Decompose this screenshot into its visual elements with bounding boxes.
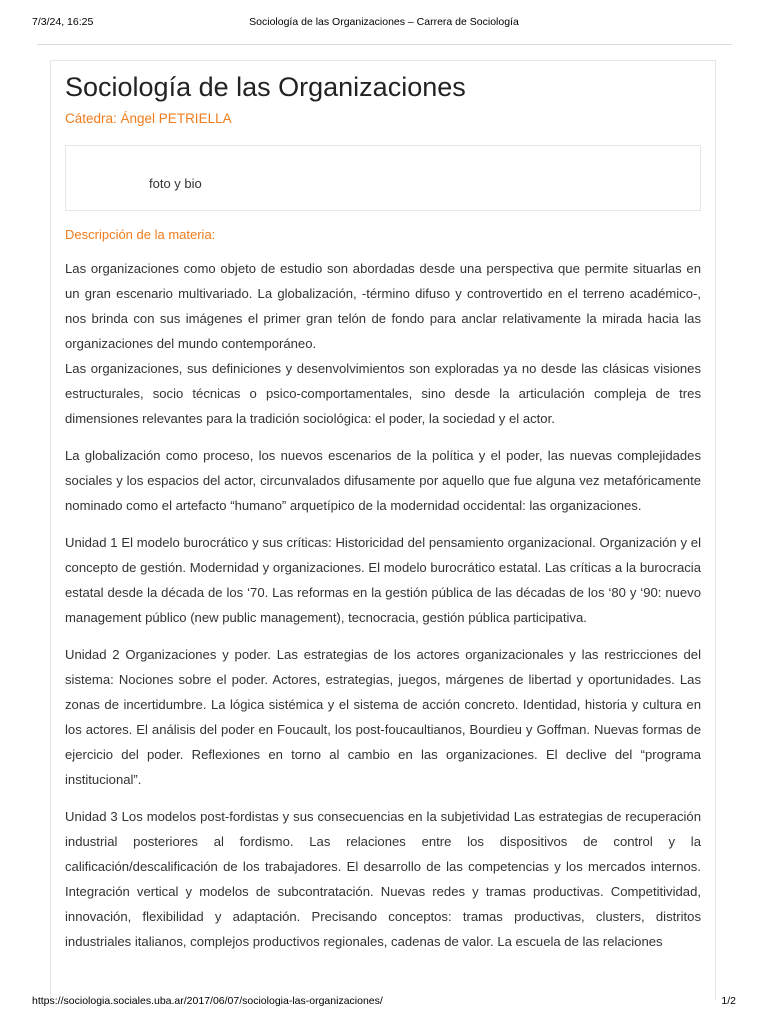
- paragraph-globalization: La globalización como proceso, los nuevos escenarios de la política y el poder, las nuevas complejidades sociales y los espacios del actor, circunvalados difusamente por aquello que fue alguna vez metafóricamente nominado como el artefacto “humano” arquetípico de la modernidad occidental: las organizaciones.: [65, 448, 701, 513]
- print-datetime: 7/3/24, 16:25: [32, 16, 94, 28]
- print-page-title: Sociología de las Organizaciones – Carrera de Sociología: [249, 16, 519, 28]
- print-page-number: 1/2: [721, 995, 736, 1007]
- description-heading: Descripción de la materia:: [65, 227, 216, 242]
- catedra-label: Cátedra: Ángel PETRIELLA: [65, 111, 232, 126]
- paragraph-unidad-1: Unidad 1 El modelo burocrático y sus críticas: Historicidad del pensamiento organizacional. Organización y el concepto de gestión. Modernidad y organizaciones. El modelo burocrático estatal. Las críticas a la burocracia estatal desde la década de los ‘70. Las reformas en la gestión pública de las décadas de los ‘80 y ‘90: nuevo management público (new public management), tecnocracia, gestión pública participativa.: [65, 535, 701, 625]
- print-url: https://sociologia.sociales.uba.ar/2017/06/07/sociologia-las-organizaciones/: [32, 995, 383, 1007]
- paragraph-unidad-3: Unidad 3 Los modelos post-fordistas y sus consecuencias en la subjetividad Las estrategias de recuperación industrial posteriores al fordismo. Las relaciones entre los dispositivos de control y la calificación/descalificación de los trabajadores. El desarrollo de las competencias y los mercados internos. Integración vertical y modelos de subcontratación. Nuevas redes y tramas productivas. Competitividad, innovación, flexibilidad y adaptación. Precisando conceptos: tramas productivas, clusters, distritos industriales italianos, complejos productivos regionales, cadenas de valor. La escuela de las relaciones: [65, 809, 701, 949]
- paragraph-intro: Las organizaciones como objeto de estudio son abordadas desde una perspectiva que permite situarlas en un gran escenario multivariado. La globalización, -término difuso y controvertido en el terreno académico-, nos brinda con sus imágenes el primer gran telón de fondo para anclar relativamente la mirada hacia las organizaciones del mundo contemporáneo.: [65, 261, 701, 351]
- bio-box: [65, 145, 701, 211]
- article-title: Sociología de las Organizaciones: [65, 72, 466, 102]
- header-divider: [37, 44, 732, 45]
- bio-placeholder: foto y bio: [149, 176, 202, 191]
- paragraph-unidad-2: Unidad 2 Organizaciones y poder. Las estrategias de los actores organizacionales y las restricciones del sistema: Nociones sobre el poder. Actores, estrategias, juegos, márgenes de libertad y oportunidades. Las zonas de incertidumbre. La lógica sistémica y el sistema de acción concreto. Identidad, historia y cultura en los actores. El análisis del poder en Foucault, los post-foucaultianos, Bourdieu y Goffman. Nuevas formas de ejercicio del poder. Reflexiones en torno al cambio en las organizaciones. El declive del “programa institucional”.: [65, 647, 701, 787]
- paragraph-intro-continued: Las organizaciones, sus definiciones y desenvolvimientos son exploradas ya no desde las clásicas visiones estructurales, socio técnicas o psico-comportamentales, sino desde la articulación compleja de tres dimensiones relevantes para la tradición sociológica: el poder, la sociedad y el actor.: [65, 361, 701, 426]
- article-card: [50, 60, 716, 1000]
